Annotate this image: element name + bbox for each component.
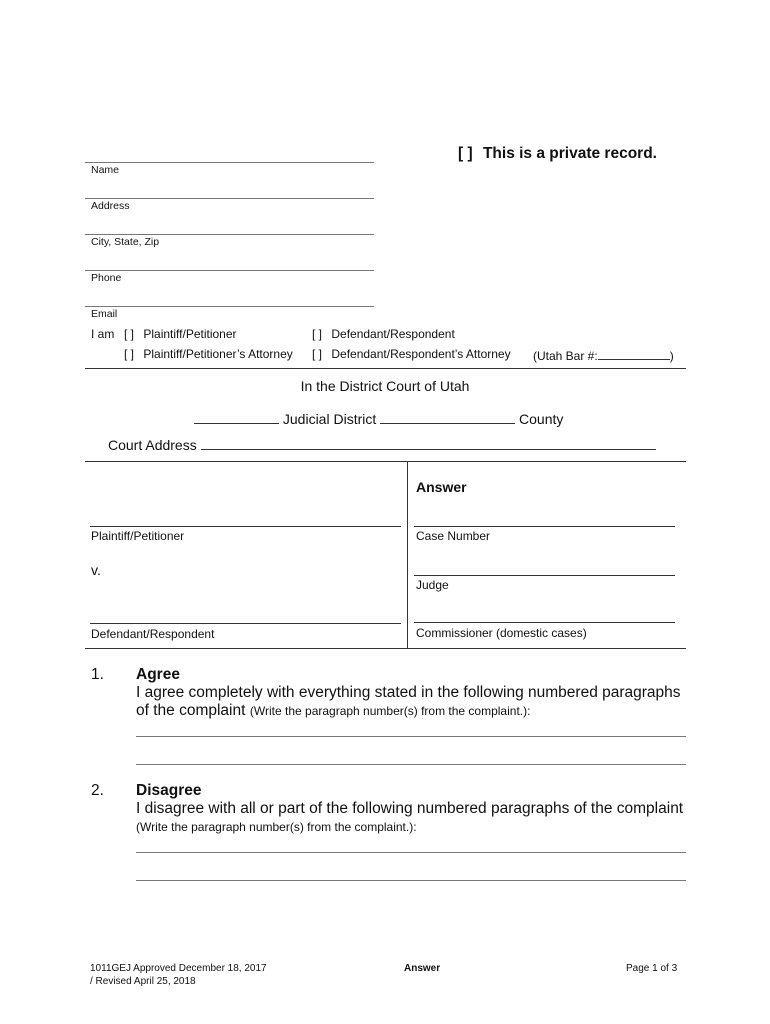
private-record-checkbox[interactable]: [ ] <box>458 145 473 162</box>
county-field[interactable] <box>380 411 515 424</box>
section-1-title: Agree <box>136 666 180 683</box>
caption-divider <box>407 461 408 649</box>
address-field[interactable] <box>85 198 374 199</box>
caption-bottom-border <box>85 648 686 649</box>
plaintiff-caption-label: Plaintiff/Petitioner <box>91 529 185 543</box>
footer-form-name: Answer <box>404 963 441 974</box>
defendant-attorney-label: Defendant/Respondent’s Attorney <box>331 347 511 361</box>
defendant-name-field[interactable] <box>90 623 401 624</box>
plaintiff-checkbox[interactable]: [ ] <box>124 327 135 341</box>
footer-form-id: 1011GEJ Approved December 18, 2017 <box>90 963 267 974</box>
judge-label: Judge <box>416 578 449 592</box>
utah-bar-number <box>533 347 674 363</box>
district-county-line <box>194 411 563 427</box>
section-2-text-note: (Write the paragraph number(s) from the complaint.): <box>136 820 417 834</box>
phone-field[interactable] <box>85 270 374 271</box>
phone-label: Phone <box>91 272 122 284</box>
name-field[interactable] <box>85 162 374 163</box>
plaintiff-attorney-label: Plaintiff/Petitioner’s Attorney <box>143 347 293 361</box>
address-label: Address <box>91 200 130 212</box>
commissioner-field[interactable] <box>414 622 675 623</box>
section-2-answer-line-1[interactable] <box>136 852 686 853</box>
footer-revised: / Revised April 25, 2018 <box>90 976 196 987</box>
defendant-checkbox[interactable]: [ ] <box>312 327 323 341</box>
plaintiff-attorney-option[interactable] <box>124 347 293 361</box>
defendant-attorney-checkbox[interactable]: [ ] <box>312 347 323 361</box>
section-2-text-line-1: I disagree with all or part of the following numbered paragraphs of the complaint <box>136 800 684 817</box>
plaintiff-attorney-checkbox[interactable]: [ ] <box>124 347 135 361</box>
section-1-text-note: (Write the paragraph number(s) from the complaint.): <box>249 704 531 718</box>
city-state-zip-field[interactable] <box>85 234 374 235</box>
private-record-line <box>458 145 657 163</box>
defendant-option-label: Defendant/Respondent <box>331 327 455 341</box>
i-am-label: I am <box>91 327 115 341</box>
email-label: Email <box>91 308 118 320</box>
private-record-label: This is a private record. <box>482 145 657 162</box>
court-address-field[interactable] <box>201 437 656 450</box>
section-1-text-line-1: I agree completely with everything stated in the following numbered paragraphs <box>136 684 681 701</box>
footer-page-number: Page 1 of 3 <box>626 963 678 974</box>
header-divider <box>85 368 686 369</box>
court-address-line <box>108 437 656 453</box>
caption-heading: Answer <box>416 479 467 495</box>
defendant-option[interactable] <box>312 327 455 341</box>
judge-field[interactable] <box>414 575 675 576</box>
email-field[interactable] <box>85 306 374 307</box>
city-state-zip-label: City, State, Zip <box>91 236 160 248</box>
utah-bar-label: (Utah Bar #: <box>533 349 598 363</box>
defendant-caption-label: Defendant/Respondent <box>91 627 215 641</box>
caption-top-border <box>85 461 686 462</box>
court-title: In the District Court of Utah <box>300 378 470 394</box>
section-2-title: Disagree <box>136 782 202 799</box>
defendant-attorney-option[interactable] <box>312 347 511 361</box>
judicial-district-field[interactable] <box>194 411 279 424</box>
plaintiff-name-field[interactable] <box>90 526 401 527</box>
i-am-row-1 <box>91 327 114 341</box>
plaintiff-option[interactable] <box>124 327 237 341</box>
section-2-number: 2. <box>91 782 104 799</box>
court-address-label: Court Address <box>108 437 197 453</box>
utah-bar-field[interactable] <box>598 347 670 360</box>
county-label: County <box>519 411 564 427</box>
utah-bar-close: ) <box>669 349 674 363</box>
section-1-number: 1. <box>91 666 104 683</box>
section-1-text-main: of the complaint <box>136 702 246 719</box>
judicial-district-label: Judicial District <box>282 411 377 427</box>
section-1-answer-line-1[interactable] <box>136 736 686 737</box>
commissioner-label: Commissioner (domestic cases) <box>416 626 587 640</box>
section-1-text-line-2 <box>136 702 530 720</box>
name-label: Name <box>91 164 120 176</box>
section-1-answer-line-2[interactable] <box>136 764 686 765</box>
versus-label: v. <box>91 562 101 578</box>
plaintiff-option-label: Plaintiff/Petitioner <box>143 327 237 341</box>
case-number-field[interactable] <box>414 526 675 527</box>
case-number-label: Case Number <box>416 529 491 543</box>
section-2-answer-line-2[interactable] <box>136 880 686 881</box>
